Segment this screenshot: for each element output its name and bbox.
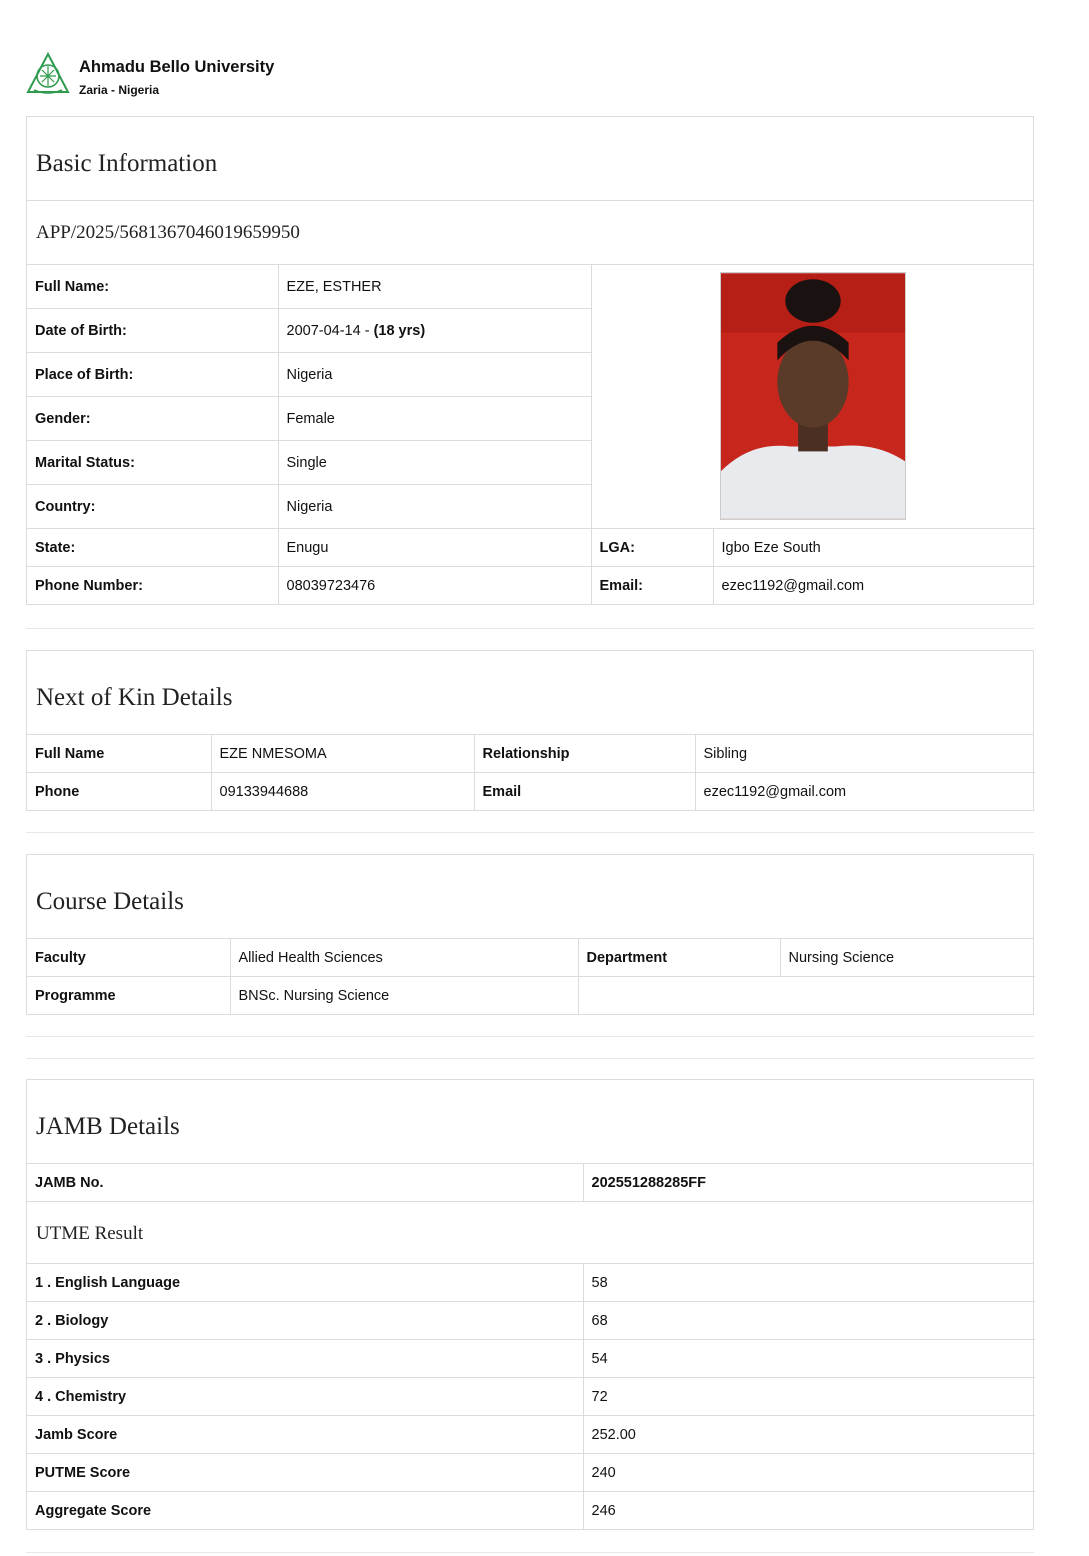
dob-label: Date of Birth: xyxy=(27,309,278,353)
putme-score-label: PUTME Score xyxy=(27,1454,583,1492)
marital-status-value: Single xyxy=(278,441,591,485)
jamb-no-label: JAMB No. xyxy=(27,1164,583,1201)
aggregate-score-value: 246 xyxy=(583,1492,1035,1530)
country-value: Nigeria xyxy=(278,485,591,529)
phone-label: Phone Number: xyxy=(27,567,278,605)
jamb-number-table xyxy=(27,1164,1035,1201)
jamb-details-panel xyxy=(26,1079,1034,1530)
email-label: Email: xyxy=(591,567,713,605)
subject-score: 68 xyxy=(583,1302,1035,1340)
subject-score: 72 xyxy=(583,1378,1035,1416)
divider xyxy=(26,1036,1034,1037)
university-header xyxy=(26,52,326,98)
country-label: Country: xyxy=(27,485,278,529)
jamb-score-value: 252.00 xyxy=(583,1416,1035,1454)
basic-information-table xyxy=(27,265,1035,604)
table-row xyxy=(27,1454,1035,1492)
pob-label: Place of Birth: xyxy=(27,353,278,397)
department-label: Department xyxy=(578,939,780,977)
state-value: Enugu xyxy=(278,529,591,567)
kin-relationship-value: Sibling xyxy=(695,735,1035,773)
programme-label: Programme xyxy=(27,977,230,1015)
subject-label: 3 . Physics xyxy=(27,1340,583,1378)
faculty-value: Allied Health Sciences xyxy=(230,939,578,977)
kin-phone-value: 09133944688 xyxy=(211,773,474,811)
kin-email-value: ezec1192@gmail.com xyxy=(695,773,1035,811)
table-row xyxy=(27,1416,1035,1454)
faculty-label: Faculty xyxy=(27,939,230,977)
subject-label: 1 . English Language xyxy=(27,1264,583,1302)
divider xyxy=(26,628,1034,629)
table-row xyxy=(27,1264,1035,1302)
basic-information-title: Basic Information xyxy=(27,117,1033,201)
table-row xyxy=(27,1378,1035,1416)
subject-score: 54 xyxy=(583,1340,1035,1378)
photo-cell xyxy=(591,265,1035,529)
kin-relationship-label: Relationship xyxy=(474,735,695,773)
phone-value: 08039723476 xyxy=(278,567,591,605)
basic-information-panel xyxy=(26,116,1034,605)
divider xyxy=(26,1552,1034,1553)
divider xyxy=(26,832,1034,833)
full-name-value: EZE, ESTHER xyxy=(278,265,591,309)
utme-result-title: UTME Result xyxy=(27,1201,1033,1264)
kin-name-label: Full Name xyxy=(27,735,211,773)
kin-phone-label: Phone xyxy=(27,773,211,811)
table-row xyxy=(27,1340,1035,1378)
age-value: (18 yrs) xyxy=(373,322,426,339)
jamb-score-label: Jamb Score xyxy=(27,1416,583,1454)
next-of-kin-table xyxy=(27,735,1035,810)
jamb-no-value: 202551288285FF xyxy=(583,1164,1035,1201)
putme-score-value: 240 xyxy=(583,1454,1035,1492)
jamb-details-title: JAMB Details xyxy=(27,1080,1033,1164)
kin-email-label: Email xyxy=(474,773,695,811)
university-logo-icon xyxy=(26,52,70,96)
table-row xyxy=(27,1492,1035,1530)
dob-value: 2007-04-14 - (18 yrs) xyxy=(278,309,591,353)
subject-score: 58 xyxy=(583,1264,1035,1302)
marital-status-label: Marital Status: xyxy=(27,441,278,485)
next-of-kin-panel xyxy=(26,650,1034,811)
pob-value: Nigeria xyxy=(278,353,591,397)
department-value: Nursing Science xyxy=(780,939,1035,977)
utme-result-table xyxy=(27,1264,1035,1529)
application-number: APP/2025/5681367046019659950 xyxy=(27,201,1033,265)
table-row xyxy=(27,1302,1035,1340)
course-details-title: Course Details xyxy=(27,855,1033,939)
lga-label: LGA: xyxy=(591,529,713,567)
university-name: Ahmadu Bello University xyxy=(79,58,275,76)
subject-label: 4 . Chemistry xyxy=(27,1378,583,1416)
divider xyxy=(26,1058,1034,1059)
programme-value: BNSc. Nursing Science xyxy=(230,977,578,1015)
subject-label: 2 . Biology xyxy=(27,1302,583,1340)
applicant-photo xyxy=(720,272,906,520)
next-of-kin-title: Next of Kin Details xyxy=(27,651,1033,735)
gender-value: Female xyxy=(278,397,591,441)
gender-label: Gender: xyxy=(27,397,278,441)
email-value: ezec1192@gmail.com xyxy=(713,567,1035,605)
aggregate-score-label: Aggregate Score xyxy=(27,1492,583,1530)
course-details-table xyxy=(27,939,1035,1014)
university-location: Zaria - Nigeria xyxy=(79,83,160,97)
state-label: State: xyxy=(27,529,278,567)
course-details-panel xyxy=(26,854,1034,1015)
lga-value: Igbo Eze South xyxy=(713,529,1035,567)
empty-cell xyxy=(578,977,1035,1015)
kin-name-value: EZE NMESOMA xyxy=(211,735,474,773)
full-name-label: Full Name: xyxy=(27,265,278,309)
